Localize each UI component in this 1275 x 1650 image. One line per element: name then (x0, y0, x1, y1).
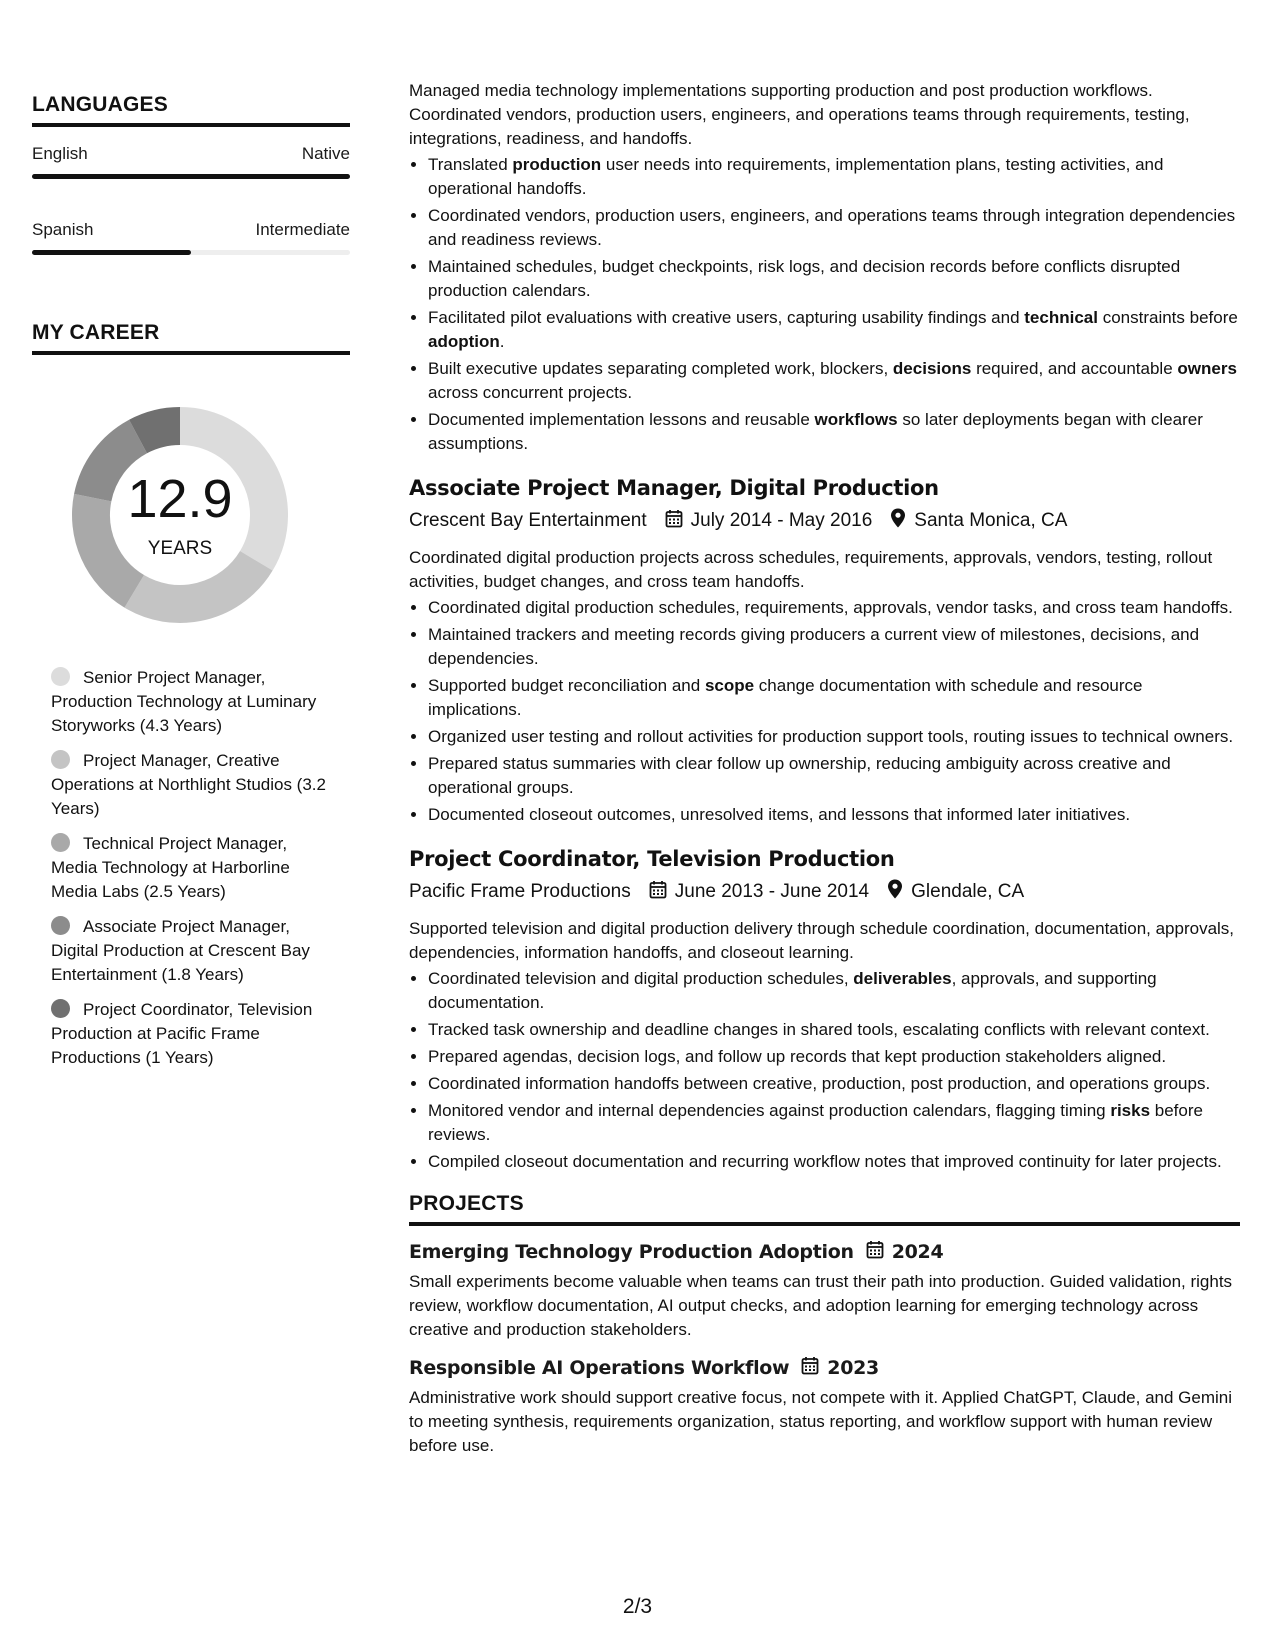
bullet-text: Supported budget reconciliation and (428, 676, 705, 695)
legend-label: Project Manager, Creative Operations at Northlight Studios (3.2 Years) (51, 751, 326, 818)
job-meta (409, 879, 1240, 905)
bullet-keyword: risks (1110, 1101, 1151, 1120)
bullet-text: across concurrent projects. (428, 383, 633, 402)
bullet-text: Built executive updates separating completed work, blockers, (428, 359, 893, 378)
job-location: Santa Monica, CA (914, 510, 1068, 531)
projects-list (409, 1240, 1240, 1458)
language-level-bar (32, 174, 350, 179)
project-name: Responsible AI Operations Workflow (409, 1357, 790, 1379)
calendar-icon (665, 509, 683, 534)
bullet-keyword: production (512, 155, 602, 174)
bullet-keyword: workflows (814, 410, 898, 429)
project-year: 2024 (891, 1241, 944, 1263)
bullet-text: Facilitated pilot evaluations with creative users, capturing usability findings and (428, 308, 1025, 327)
bullet-text: Documented closeout outcomes, unresolved items, and lessons that informed later initiatives. (428, 805, 1131, 824)
bullet-item (428, 1150, 1240, 1174)
bullet-text: Monitored vendor and internal dependencies against production calendars, flagging timing (428, 1101, 1111, 1120)
bullet-text: . (499, 332, 505, 351)
job-entry (409, 476, 1240, 827)
job-bullets (409, 967, 1240, 1174)
bullet-item (428, 1072, 1240, 1096)
bullet-item (428, 153, 1240, 201)
language-item (32, 219, 350, 255)
project-name: Emerging Technology Production Adoption (409, 1241, 854, 1263)
career-legend-item (51, 666, 331, 738)
bullet-item (428, 623, 1240, 671)
bullet-text: Coordinated television and digital production schedules, (428, 969, 854, 988)
legend-swatch (51, 667, 70, 686)
bullet-text: Organized user testing and rollout activities for production support tools, routing issues to technical owners. (428, 727, 1234, 746)
bullet-item (428, 1045, 1240, 1069)
career-total-unit: YEARS (147, 538, 213, 559)
jobs-list (409, 476, 1240, 1174)
bullet-keyword: owners (1177, 359, 1237, 378)
job-title: Project Coordinator, Television Production (409, 847, 895, 871)
project-header (409, 1240, 1240, 1264)
bullet-text: , approvals, and supporting documentation. (428, 969, 1157, 1012)
calendar-icon (866, 1240, 884, 1264)
bullet-item (428, 596, 1240, 620)
donut-segment (134, 561, 256, 604)
bullet-keyword: scope (704, 676, 755, 695)
language-level: Native (301, 144, 350, 163)
career-heading: MY CAREER (32, 321, 350, 355)
career-legend-item (51, 915, 331, 987)
sidebar (32, 93, 350, 1081)
bullet-keyword: technical (1024, 308, 1098, 327)
legend-label: Project Coordinator, Television Production at Pacific Frame Productions (1 Years) (51, 1000, 313, 1067)
language-level-fill (32, 174, 350, 179)
career-donut-chart (65, 400, 295, 630)
bullet-item (428, 1099, 1240, 1147)
job-dates: July 2014 - May 2016 (690, 510, 873, 531)
bullet-item (428, 1018, 1240, 1042)
language-name: Spanish (32, 220, 94, 239)
bullet-text: Prepared agendas, decision logs, and follow up records that kept production stakeholders aligned. (428, 1047, 1167, 1066)
calendar-icon (801, 1356, 819, 1380)
project-year: 2023 (827, 1357, 879, 1379)
career-legend-item (51, 749, 331, 821)
language-name: English (32, 144, 88, 163)
bullet-text: Maintained schedules, budget checkpoints, risk logs, and decision records before conflicts disrupted production calendars. (428, 257, 1181, 300)
job-summary: Supported television and digital production delivery through schedule coordination, documentation, approvals, dependencies, information handoffs, and closeout learning. (409, 919, 1235, 962)
job-bullets (409, 596, 1240, 827)
bullet-text: user needs into requirements, implementation plans, testing activities, and operational handoffs. (428, 155, 1164, 198)
bullet-item (428, 357, 1240, 405)
page-number: 2/3 (622, 1595, 653, 1618)
career-legend (51, 666, 331, 1070)
legend-swatch (51, 750, 70, 769)
language-level-bar (32, 250, 350, 255)
bullet-text: before reviews. (428, 1101, 1203, 1144)
project-header (409, 1356, 1240, 1380)
bullet-text: required, and accountable (971, 359, 1178, 378)
project-entry (409, 1240, 1240, 1342)
legend-label: Associate Project Manager, Digital Production at Crescent Bay Entertainment (1.8 Years) (51, 917, 310, 984)
project-description: Small experiments become valuable when teams can trust their path into production. Guided validation, rights review, workflow documentation, AI output checks, and adoption learning for emerging technology across creative and production stakeholders. (409, 1272, 1233, 1339)
bullet-keyword: deliverables (853, 969, 952, 988)
map-pin-icon (887, 879, 903, 905)
job-entry (409, 847, 1240, 1174)
career-total-years: 12.9 (127, 469, 233, 529)
bullet-item (428, 752, 1240, 800)
bullet-item (428, 725, 1240, 749)
bullet-text: constraints before (1097, 308, 1238, 327)
bullet-text: Tracked task ownership and deadline changes in shared tools, escalating conflicts with relevant context. (428, 1020, 1210, 1039)
company-name: Pacific Frame Productions (409, 881, 631, 902)
bullet-item (428, 204, 1240, 252)
project-entry (409, 1356, 1240, 1458)
bullet-text: Documented implementation lessons and reusable (428, 410, 815, 429)
map-pin-icon (890, 508, 906, 534)
bullet-item (428, 408, 1240, 456)
legend-label: Senior Project Manager, Production Technology at Luminary Storyworks (4.3 Years) (51, 668, 317, 735)
job-meta (409, 508, 1240, 534)
career-legend-item (51, 998, 331, 1070)
bullet-item (428, 255, 1240, 303)
bullet-text: Coordinated vendors, production users, engineers, and operations teams through integration dependencies and readiness reviews. (428, 206, 1236, 249)
project-description: Administrative work should support creative focus, not compete with it. Applied ChatGPT, Claude, and Gemini to meeting synthesis, requirements organization, status reporting, and workflow support with human review before use. (409, 1388, 1233, 1455)
legend-label: Technical Project Manager, Media Technology at Harborline Media Labs (2.5 Years) (51, 834, 290, 901)
bullet-item (428, 803, 1240, 827)
legend-swatch (51, 916, 70, 935)
bullet-text: Prepared status summaries with clear follow up ownership, reducing ambiguity across creative and operational groups. (428, 754, 1171, 797)
bullet-item (428, 674, 1240, 722)
role-bullets (409, 153, 1240, 456)
bullet-text: change documentation with schedule and resource implications. (428, 676, 1143, 719)
career-legend-item (51, 832, 331, 904)
legend-swatch (51, 999, 70, 1018)
bullet-keyword: decisions (892, 359, 972, 378)
language-level-fill (32, 250, 191, 255)
job-title: Associate Project Manager, Digital Production (409, 476, 939, 500)
languages-heading: LANGUAGES (32, 93, 350, 127)
role-summary: Managed media technology implementations supporting production and post production workflows. Coordinated vendors, production users, engineers, and operations teams through requirements, testing, integrations, readiness, and handoffs. (409, 81, 1190, 148)
bullet-text: Translated (428, 155, 513, 174)
calendar-icon (649, 880, 667, 905)
bullet-text: Coordinated information handoffs between creative, production, post production, and operations groups. (428, 1074, 1211, 1093)
bullet-text: Coordinated digital production schedules, requirements, approvals, vendor tasks, and cross team handoffs. (428, 598, 1233, 617)
bullet-text: so later deployments began with clearer assumptions. (428, 410, 1203, 453)
job-summary: Coordinated digital production projects across schedules, requirements, approvals, vendors, testing, rollout activities, budget changes, and cross team handoffs. (409, 548, 1213, 591)
donut-segment (138, 426, 180, 437)
company-name: Crescent Bay Entertainment (409, 510, 647, 531)
languages-list (32, 143, 350, 255)
language-item (32, 143, 350, 179)
bullet-text: Maintained trackers and meeting records giving producers a current view of milestones, decisions, and dependencies. (428, 625, 1200, 668)
language-level: Intermediate (255, 220, 350, 239)
bullet-item (428, 306, 1240, 354)
job-location: Glendale, CA (911, 881, 1025, 902)
job-dates: June 2013 - June 2014 (674, 881, 870, 902)
legend-swatch (51, 833, 70, 852)
bullet-item (428, 967, 1240, 1015)
projects-heading: PROJECTS (409, 1192, 1240, 1226)
main-content (409, 79, 1240, 1458)
bullet-text: Compiled closeout documentation and recurring workflow notes that improved continuity for later projects. (428, 1152, 1222, 1171)
bullet-keyword: adoption (428, 332, 500, 351)
